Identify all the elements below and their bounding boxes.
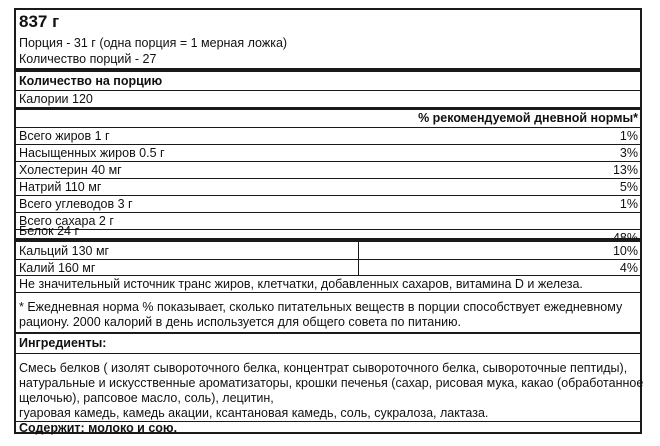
footnote-line: * Ежедневная норма % показывает, сколько питательных веществ в порции способствует ежедневному <box>19 300 623 314</box>
nutrient-label: Насыщенных жиров 0.5 г <box>19 146 165 160</box>
footnote-line: рациону. 2000 калорий в день используется для общего совета по питанию. <box>19 315 461 329</box>
nutrient-label: Натрий 110 мг <box>19 180 102 194</box>
nutrient-label: Всего сахара 2 г <box>19 214 114 228</box>
nutrient-value: 1% <box>619 129 638 143</box>
divider <box>16 161 640 162</box>
column-divider <box>358 242 359 275</box>
divider <box>16 178 640 179</box>
nutrient-label: Холестерин 40 мг <box>19 163 122 177</box>
divider <box>16 353 640 354</box>
net-weight: 837 г <box>19 12 60 31</box>
ingredients-title: Ингредиенты: <box>19 336 107 350</box>
nutrient-value: 1% <box>619 197 638 211</box>
divider <box>16 332 640 334</box>
nutrient-label: Белок 24 г <box>19 224 80 238</box>
allergen-statement: Содержит: молоко и сою. <box>19 421 178 435</box>
divider <box>16 292 640 293</box>
nutrient-label: Всего жиров 1 г <box>19 129 110 143</box>
nutrient-value: 13% <box>612 163 638 177</box>
thick-divider <box>16 68 640 72</box>
divider <box>16 90 640 91</box>
nutrient-label: Всего углеводов 3 г <box>19 197 133 211</box>
divider <box>16 275 640 276</box>
nutrient-value: 3% <box>619 146 638 160</box>
divider <box>16 144 640 145</box>
thick-divider <box>16 238 640 242</box>
ingredients-line: щелочью), рапсовое масло, соль), лецитин, <box>19 391 274 405</box>
nutrient-value: 5% <box>619 180 638 194</box>
nutrient-value: 10% <box>612 244 638 258</box>
ingredients-line: натуральные и искусственные ароматизаторы, крошки печенья (сахар, рисовая мука, какао (обработанное <box>19 376 644 390</box>
nutrient-label: Кальций 130 мг <box>19 244 110 258</box>
servings-count: Количество порций - 27 <box>19 52 157 66</box>
divider <box>16 195 640 196</box>
medium-divider <box>16 107 640 110</box>
nutrition-facts-panel <box>14 8 642 434</box>
divider <box>16 212 640 213</box>
divider <box>16 259 640 260</box>
calories: Калории 120 <box>19 92 93 106</box>
divider <box>16 127 640 128</box>
divider <box>16 229 640 230</box>
ingredients-line: гуаровая камедь, камедь акации, ксантановая камедь, соль, сукралоза, лактаза. <box>19 406 489 420</box>
not-significant-note: Не значительный источник транс жиров, клетчатки, добавленных сахаров, витамина D и железа. <box>19 277 583 291</box>
serving-size: Порция - 31 г (одна порция = 1 мерная ложка) <box>19 36 288 50</box>
daily-value-header: % рекомендуемой дневной нормы* <box>418 111 638 125</box>
nutrient-label: Калий 160 мг <box>19 261 96 275</box>
nutrient-value: 4% <box>619 261 638 275</box>
per-serving-title: Количество на порцию <box>19 74 163 88</box>
ingredients-line: Смесь белков ( изолят сывороточного белка, концентрат сывороточного белка, сывороточные пептиды), <box>19 361 628 375</box>
